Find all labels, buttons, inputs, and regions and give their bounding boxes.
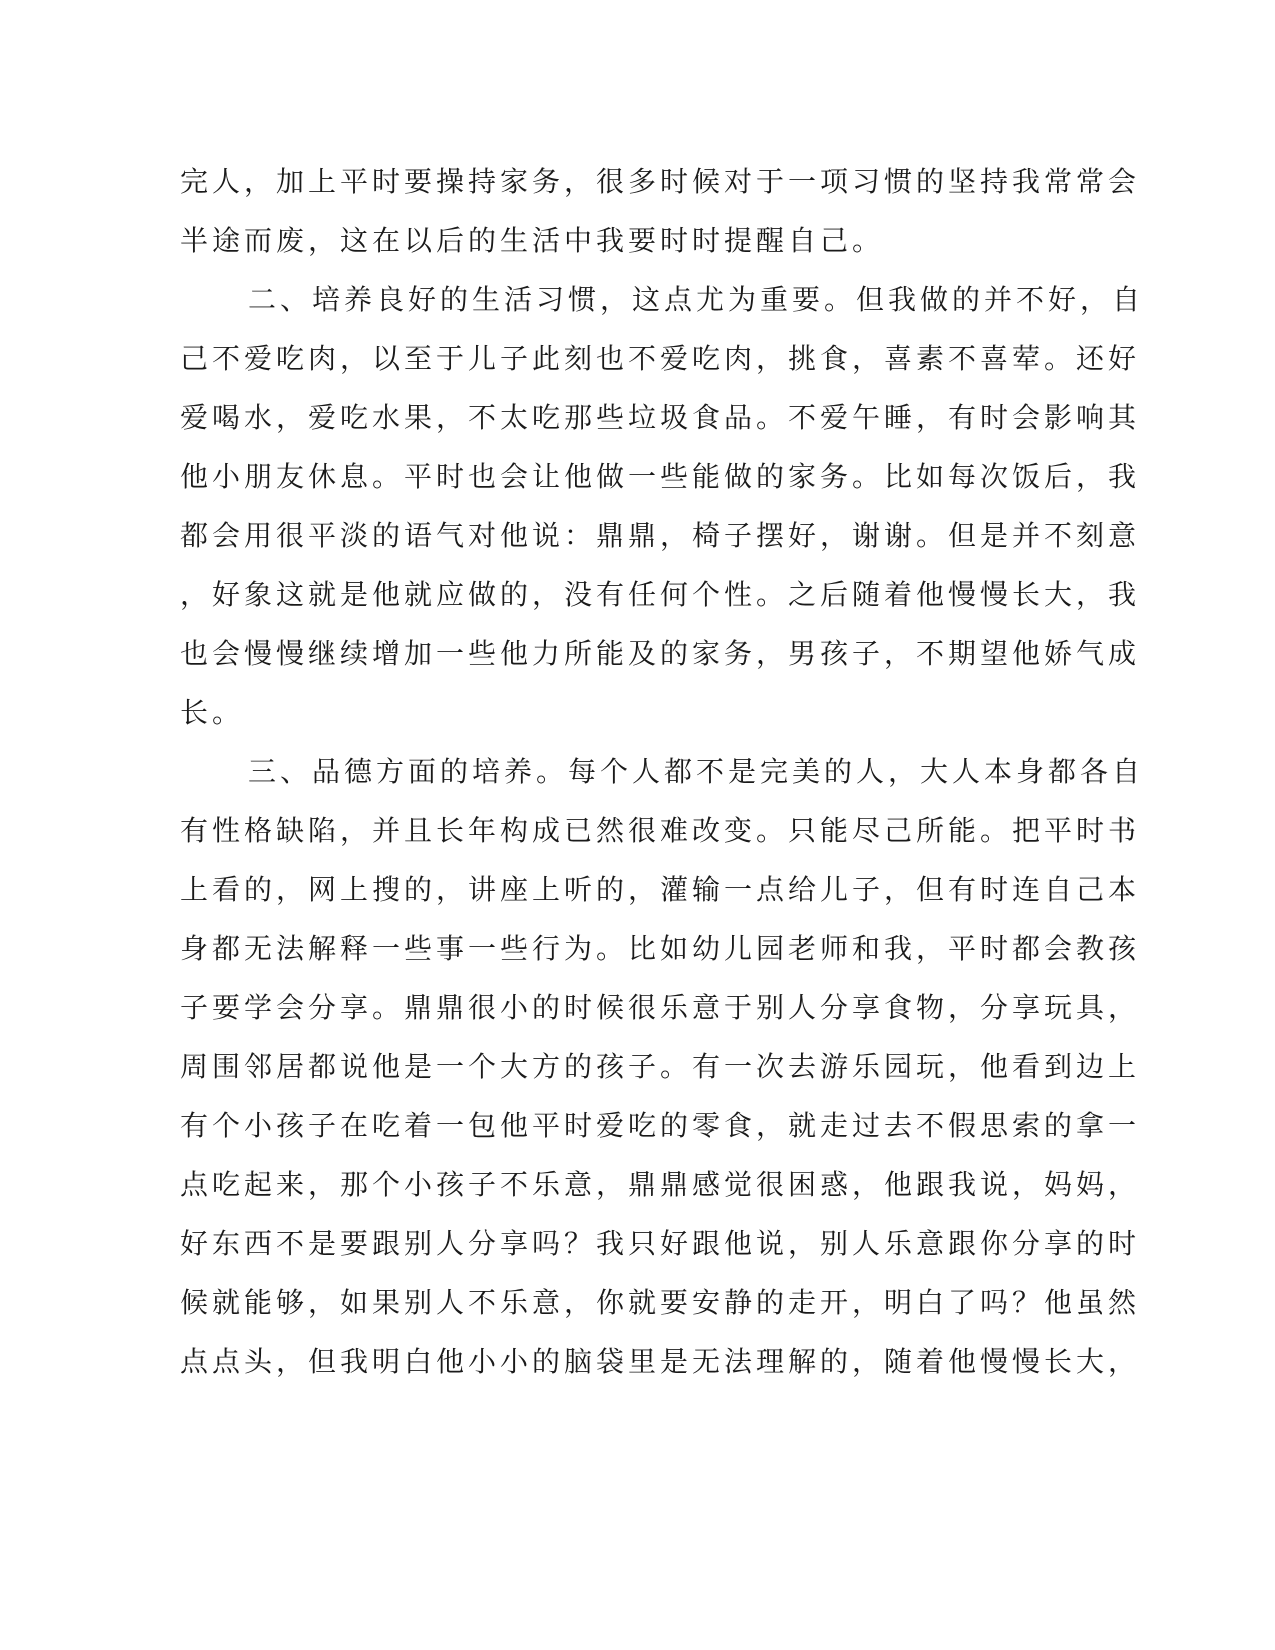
text-line: 候就能够，如果别人不乐意，你就要安静的走开，明白了吗？他虽然: [180, 1286, 1141, 1319]
text-line: 点吃起来，那个小孩子不乐意，鼎鼎感觉很困惑，他跟我说，妈妈，: [180, 1168, 1141, 1201]
text-line: 爱喝水，爱吃水果，不太吃那些垃圾食品。不爱午睡，有时会影响其: [180, 401, 1141, 434]
text-line: 完人，加上平时要操持家务，很多时候对于一项习惯的坚持我常常会: [180, 165, 1141, 198]
text-line: 身都无法解释一些事一些行为。比如幼儿园老师和我，平时都会教孩: [180, 932, 1141, 965]
text-line: 有性格缺陷，并且长年构成已然很难改变。只能尽己所能。把平时书: [180, 814, 1141, 847]
text-line: 他小朋友休息。平时也会让他做一些能做的家务。比如每次饭后，我: [180, 460, 1141, 493]
document-body: [180, 152, 1145, 1391]
text-line: 好东西不是要跟别人分享吗？我只好跟他说，别人乐意跟你分享的时: [180, 1227, 1141, 1260]
text-line: 上看的，网上搜的，讲座上听的，灌输一点给儿子，但有时连自己本: [180, 873, 1141, 906]
text-line: 子要学会分享。鼎鼎很小的时候很乐意于别人分享食物，分享玩具，: [180, 991, 1141, 1024]
paragraph-2-first-line: 二、培养良好的生活习惯，这点尤为重要。但我做的并不好，自: [248, 283, 1145, 316]
paragraph-3-first-line: 三、品德方面的培养。每个人都不是完美的人，大人本身都各自: [248, 755, 1145, 788]
text-line: 点点头，但我明白他小小的脑袋里是无法理解的，随着他慢慢长大，: [180, 1345, 1141, 1378]
text-line: 长。: [180, 696, 245, 729]
text-line: ，好象这就是他就应做的，没有任何个性。之后随着他慢慢长大，我: [180, 578, 1141, 611]
text-line: 己不爱吃肉，以至于儿子此刻也不爱吃肉，挑食，喜素不喜荤。还好: [180, 342, 1141, 375]
text-line: 也会慢慢继续增加一些他力所能及的家务，男孩子，不期望他娇气成: [180, 637, 1141, 670]
text-line: 周围邻居都说他是一个大方的孩子。有一次去游乐园玩，他看到边上: [180, 1050, 1141, 1083]
text-line: 都会用很平淡的语气对他说：鼎鼎，椅子摆好，谢谢。但是并不刻意: [180, 519, 1141, 552]
text-line: 有个小孩子在吃着一包他平时爱吃的零食，就走过去不假思索的拿一: [180, 1109, 1141, 1142]
text-line: 半途而废，这在以后的生活中我要时时提醒自己。: [180, 224, 885, 257]
